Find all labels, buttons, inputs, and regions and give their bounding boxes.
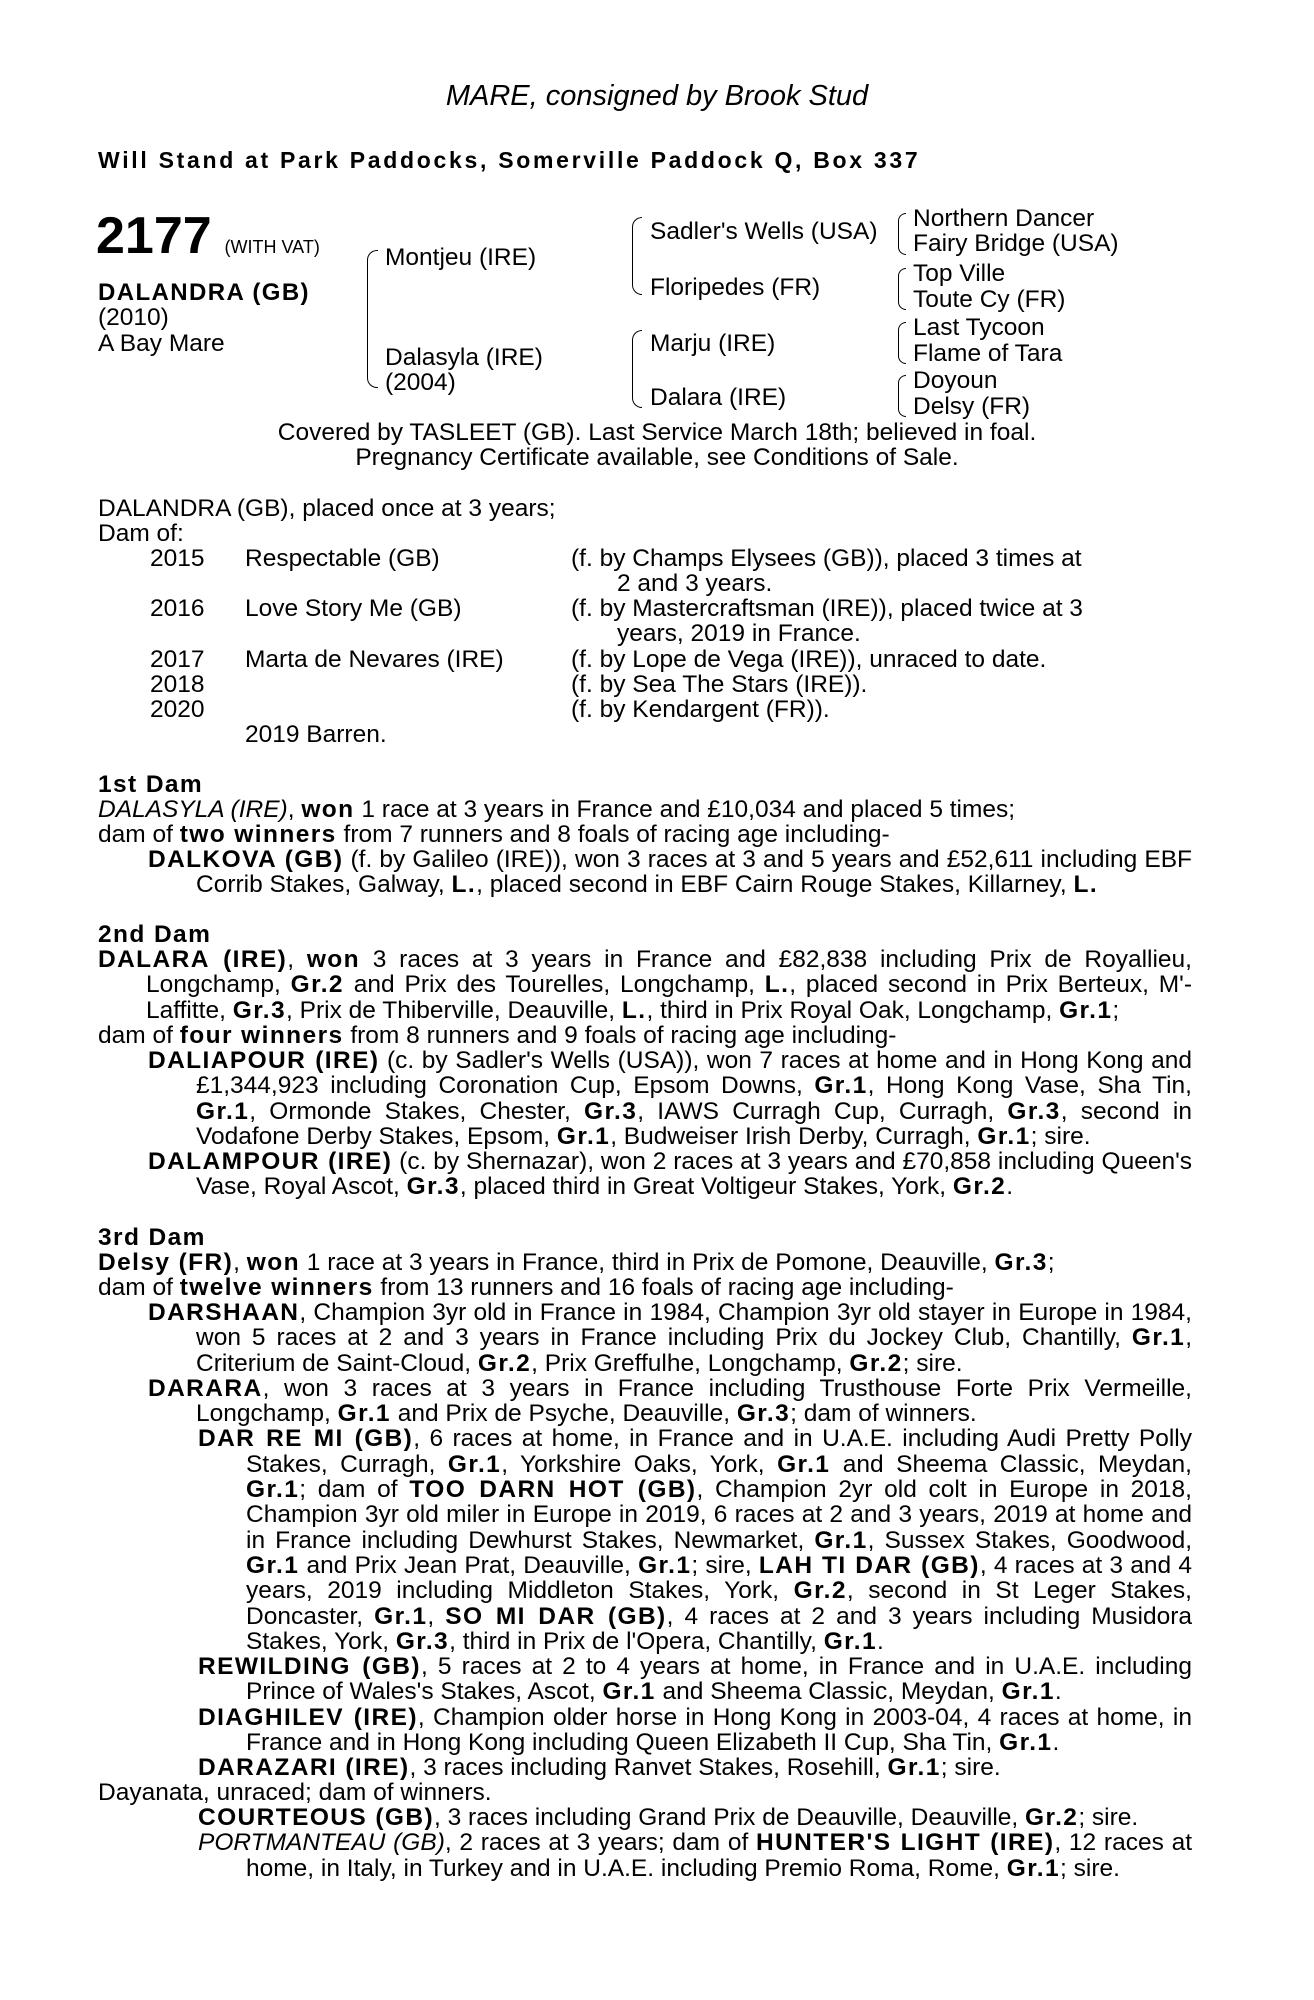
bracket-sd — [898, 268, 906, 310]
foal-detail: (f. by Kendargent (FR)). — [571, 696, 830, 723]
foal-year: 2018 — [150, 671, 205, 698]
dam-side-bracket — [632, 330, 642, 408]
progeny-rewilding: REWILDING (GB), 5 races at 2 to 4 years at home, in France and in U.A.E. including Prince of Wales's Stakes, Ascot, Gr.1 and Sheema Classic, Meydan, Gr.1. — [198, 1653, 1192, 1706]
pedigree-sds: Top Ville — [913, 260, 1006, 287]
sire-dam-bracket — [367, 250, 378, 388]
vat-note: (WITH VAT) — [224, 237, 320, 257]
pedigree-ds: Marju (IRE) — [650, 330, 776, 357]
foal-detail-cont: 2 and 3 years. — [617, 570, 773, 597]
pedigree-dam-year: (2004) — [385, 369, 456, 396]
dayanata-progeny — [198, 1805, 1192, 1881]
second-dam-progeny — [148, 1048, 1192, 1200]
foal-year: 2020 — [150, 696, 205, 723]
dam-of-label: Dam of: — [98, 520, 184, 547]
first-dam-progeny-dalkova: DALKOVA (GB) (f. by Galileo (IRE)), won 3 races at 3 and 5 years and £52,611 including EBF Corrib Stakes, Galway, L., placed second in EBF Cairn Rouge Stakes, Killarney, L. — [148, 846, 1193, 899]
pedigree-dsd: Flame of Tara — [913, 340, 1063, 367]
foal-name: Marta de Nevares (IRE) — [245, 646, 504, 673]
foal-detail: (f. by Sea The Stars (IRE)). — [571, 671, 868, 698]
foal-year: 2016 — [150, 595, 205, 622]
lot-number: 2177 — [96, 207, 212, 265]
foal-detail: (f. by Mastercraftsman (IRE)), placed twice at 3 — [571, 595, 1083, 622]
sire-side-bracket — [632, 217, 642, 295]
lot-number-block — [96, 207, 320, 265]
pedigree-ddd: Delsy (FR) — [913, 393, 1031, 420]
progeny-dalampour: DALAMPOUR (IRE) (c. by Shernazar), won 2 races at 3 years and £70,858 including Queen's Vase, Royal Ascot, Gr.3, placed third in Great Voltigeur Stakes, York, Gr.2. — [148, 1148, 1192, 1201]
progeny-portmanteau: PORTMANTEAU (GB), 2 races at 3 years; dam of HUNTER'S LIGHT (IRE), 12 races at home, in Italy, in Turkey and in U.A.E. including Premio Roma, Rome, Gr.1; sire. — [198, 1829, 1192, 1882]
foal-name: Respectable (GB) — [245, 545, 440, 572]
first-dam-heading: 1st Dam — [98, 771, 204, 798]
bracket-ss — [898, 213, 906, 255]
stable-location: Will Stand at Park Paddocks, Somerville Paddock Q, Box 337 — [98, 147, 921, 173]
pedigree-ss: Sadler's Wells (USA) — [650, 218, 878, 245]
progeny-daliapour: DALIAPOUR (IRE) (c. by Sadler's Wells (USA)), won 7 races at home and in Hong Kong and £1,344,923 including Coronation Cup, Epsom Downs, Gr.1, Hong Kong Vase, Sha Tin, Gr.1, Ormonde Stakes, Chester, Gr.3, IAWS Curragh Cup, Curragh, Gr.3, second in Vodafone Derby Stakes, Epsom, Gr.1, Budweiser Irish Derby, Curragh, Gr.1; sire. — [148, 1047, 1192, 1150]
pedigree-sd: Floripedes (FR) — [650, 274, 821, 301]
foal-detail-cont: years, 2019 in France. — [617, 620, 861, 647]
foal-name: Love Story Me (GB) — [245, 595, 462, 622]
progeny-darara: DARARA, won 3 races at 3 years in France including Trusthouse Forte Prix Vermeille, Longchamp, Gr.1 and Prix de Psyche, Deauville, Gr.3; dam of winners. — [148, 1374, 1192, 1428]
pedigree-ssd: Fairy Bridge (USA) — [913, 230, 1119, 257]
progeny-diaghilev: DIAGHILEV (IRE), Champion older horse in Hong Kong in 2003-04, 4 races at home, in France and in Hong Kong including Queen Elizabeth II Cup, Sha Tin, Gr.1. — [198, 1703, 1192, 1757]
pedigree-sdd: Toute Cy (FR) — [913, 286, 1066, 313]
pedigree-dds: Doyoun — [913, 367, 998, 394]
first-dam-paragraph: DALASYLA (IRE), won 1 race at 3 years in France and £10,034 and placed 5 times; — [98, 796, 1016, 823]
foal-detail: (f. by Lope de Vega (IRE)), unraced to date. — [571, 646, 1047, 673]
pedigree-sire: Montjeu (IRE) — [385, 244, 537, 271]
pedigree-sss: Northern Dancer — [913, 205, 1095, 232]
produce-intro: DALANDRA (GB), placed once at 3 years; — [98, 495, 556, 522]
foal-year: 2017 — [150, 646, 205, 673]
progeny-courteous: COURTEOUS (GB), 3 races including Grand Prix de Deauville, Deauville, Gr.2; sire. — [198, 1804, 1139, 1831]
pedigree-dd: Dalara (IRE) — [650, 384, 787, 411]
second-dam-paragraph: DALARA (IRE), won 3 races at 3 years in France and £82,838 including Prix de Royallieu, Longchamp, Gr.2 and Prix des Tourelles, Longchamp, L., placed second in Prix Berteux, M'-Laffitte, Gr.3, Prix de Thiberville, Deauville, L., third in Prix Royal Oak, Longchamp, Gr.1; dam of four winners from 8 runners and 9 foals of racing age including- — [98, 946, 1192, 1049]
covering-line-1: Covered by TASLEET (GB). Last Service March 18th; believed in foal. — [277, 419, 1037, 446]
progeny-dayanata: Dayanata, unraced; dam of winners. — [98, 1779, 492, 1806]
second-dam-heading: 2nd Dam — [98, 921, 212, 948]
page-title: MARE, consigned by Brook Stud — [445, 80, 869, 112]
horse-name: DALANDRA (GB) — [98, 279, 310, 306]
third-dam-heading: 3rd Dam — [98, 1224, 206, 1251]
barren-note: 2019 Barren. — [245, 721, 387, 748]
horse-year: (2010) — [98, 304, 169, 331]
third-dam-paragraph: Delsy (FR), won 1 race at 3 years in France, third in Prix de Pomone, Deauville, Gr.3; dam of twelve winners from 13 runners and 16 foals of racing age including- — [98, 1249, 1055, 1302]
horse-description: A Bay Mare — [98, 330, 225, 357]
third-dam-progeny — [148, 1300, 1192, 1781]
pedigree-dss: Last Tycoon — [913, 314, 1045, 341]
bracket-dd — [898, 375, 906, 417]
covering-line-2: Pregnancy Certificate available, see Conditions of Sale. — [355, 444, 959, 471]
progeny-dar-re-mi: DAR RE MI (GB), 6 races at home, in France and in U.A.E. including Audi Pretty Polly Stakes, Curragh, Gr.1, Yorkshire Oaks, York, Gr.1 and Sheema Classic, Meydan, Gr.1; dam of TOO DARN HOT (GB), Champion 2yr old colt in Europe in 2018, Champion 3yr old miler in Europe in 2019, 6 races at 2 and 3 years, 2019 at home and in France including Dewhurst Stakes, Newmarket, Gr.1, Sussex Stakes, Goodwood, Gr.1 and Prix Jean Prat, Deauville, Gr.1; sire, LAH TI DAR (GB), 4 races at 3 and 4 years, 2019 including Middleton Stakes, York, Gr.2, second in St Leger Stakes, Doncaster, Gr.1, SO MI DAR (GB), 4 races at 2 and 3 years including Musidora Stakes, York, Gr.3, third in Prix de l'Opera, Chantilly, Gr.1. — [198, 1425, 1193, 1655]
progeny-darazari: DARAZARI (IRE), 3 races including Ranvet Stakes, Rosehill, Gr.1; sire. — [198, 1754, 1001, 1782]
foal-year: 2015 — [150, 545, 205, 572]
first-dam-produce: dam of two winners from 7 runners and 8 foals of racing age including- — [98, 821, 890, 848]
pedigree-dam: Dalasyla (IRE) — [385, 344, 543, 371]
progeny-darshaan: DARSHAAN, Champion 3yr old in France in 1984, Champion 3yr old stayer in Europe in 1984, won 5 races at 2 and 3 years in France including Prix du Jockey Club, Chantilly, Gr.1, Criterium de Saint-Cloud, Gr.2, Prix Greffulhe, Longchamp, Gr.2; sire. — [148, 1299, 1192, 1377]
foal-detail: (f. by Champs Elysees (GB)), placed 3 times at — [571, 545, 1082, 572]
bracket-ds — [898, 322, 906, 364]
